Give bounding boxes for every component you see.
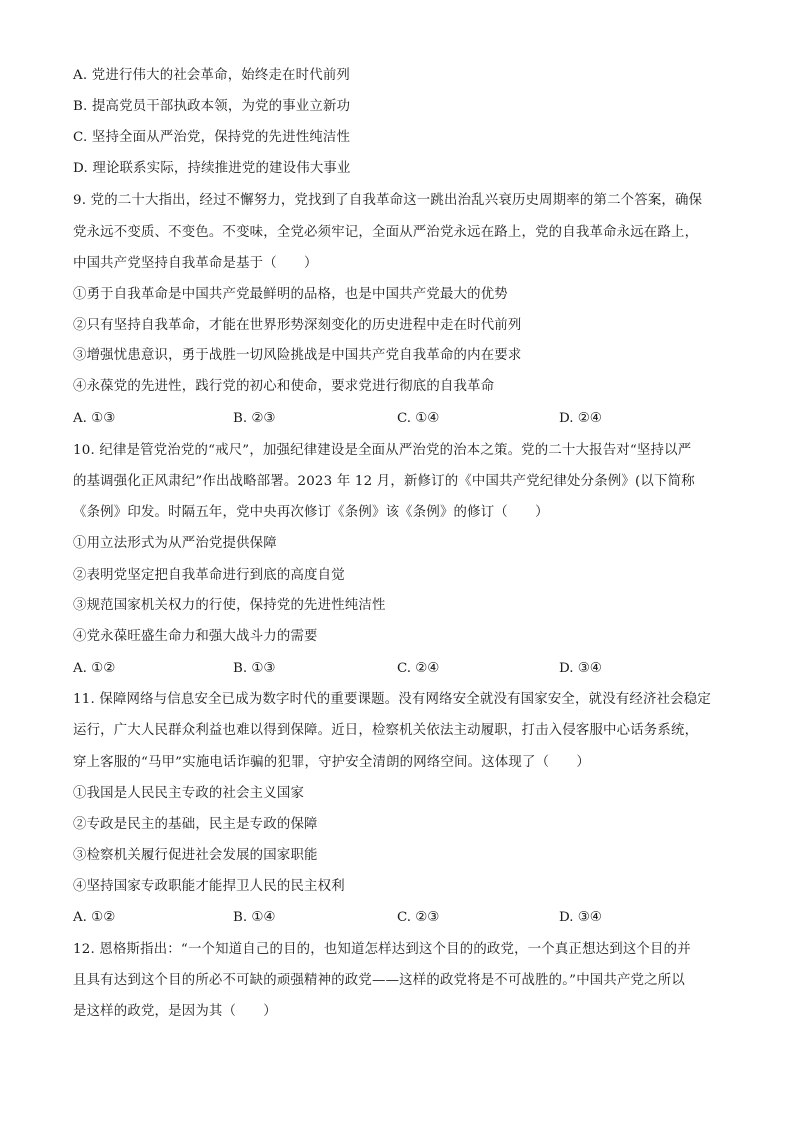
q10-item-4: ④党永葆旺盛生命力和强大战斗力的需要 (73, 629, 318, 644)
prev-option-a: A. 党进行伟大的社会革命，始终走在时代前列 (73, 68, 351, 83)
q9-item-2: ②只有坚持自我革命，才能在世界形势深刻变化的历史进程中走在时代前列 (73, 318, 522, 333)
q11-choice-d: D. ③④ (559, 910, 602, 925)
q10-choices (73, 659, 733, 679)
q10-stem-line-3: 《条例》印发。时隔五年，党中央再次修订《条例》该《条例》的修订（ ） (73, 505, 549, 520)
q11-item-4: ④坚持国家专政职能才能捍卫人民的民主权利 (73, 879, 345, 894)
q10-choice-d: D. ③④ (559, 661, 602, 676)
q10-choice-c: C. ②④ (397, 661, 440, 676)
q10-item-2: ②表明党坚定把自我革命进行到底的高度自觉 (73, 568, 345, 583)
q11-stem-line-3: 穿上客服的“马甲”实施电话诈骗的犯罪，守护安全清朗的网络空间。这体现了（ ） (73, 755, 590, 770)
q11-item-2: ②专政是民主的基础，民主是专政的保障 (73, 817, 318, 832)
q10-item-1: ①用立法形式为从严治党提供保障 (73, 536, 277, 551)
q10-item-3: ③规范国家机关权力的行使，保持党的先进性纯洁性 (73, 598, 386, 613)
q11-choice-b: B. ①④ (233, 910, 276, 925)
q9-item-1: ①勇于自我革命是中国共产党最鲜明的品格，也是中国共产党最大的优势 (73, 287, 508, 302)
q12-stem-line-1: 12. 恩格斯指出：“一个知道自己的目的，也知道怎样达到这个目的的政党，一个真正想达到这个目的并 (73, 942, 691, 957)
q11-stem-line-1: 11. 保障网络与信息安全已成为数字时代的重要课题。没有网络安全就没有国家安全，就没有经济社会稳定 (73, 692, 711, 707)
q11-choice-c: C. ②③ (397, 910, 440, 925)
q10-stem-line-1: 10. 纪律是管党治党的“戒尺”，加强纪律建设是全面从严治党的治本之策。党的二十大报告对“坚持以严 (73, 443, 692, 458)
q9-item-3: ③增强忧患意识，勇于战胜一切风险挑战是中国共产党自我革命的内在要求 (73, 348, 522, 363)
q11-choices (73, 908, 733, 928)
q9-stem-line-2: 党永远不变质、不变色。不变味，全党必须牢记，全面从严治党永远在路上，党的自我革命永远在路上， (73, 225, 699, 240)
q9-choices (73, 409, 733, 429)
q11-choice-a: A. ①② (73, 910, 116, 925)
q10-choice-a: A. ①② (73, 661, 116, 676)
q9-choice-b: B. ②③ (233, 411, 276, 426)
q9-choice-c: C. ①④ (397, 411, 440, 426)
q11-stem-line-2: 运行，广大人民群众利益也难以得到保障。近日，检察机关依法主动履职，打击入侵客服中心话务系统， (73, 723, 699, 738)
q9-stem-line-3: 中国共产党坚持自我革命是基于（ ） (73, 256, 318, 271)
q11-item-3: ③检察机关履行促进社会发展的国家职能 (73, 848, 318, 863)
q11-item-1: ①我国是人民民主专政的社会主义国家 (73, 786, 305, 801)
q9-item-4: ④永葆党的先进性，践行党的初心和使命，要求党进行彻底的自我革命 (73, 379, 495, 394)
prev-option-b: B. 提高党员干部执政本领，为党的事业立新功 (73, 99, 351, 114)
q12-stem-line-3: 是这样的政党，是因为其（ ） (73, 1004, 277, 1019)
prev-option-d: D. 理论联系实际，持续推进党的建设伟大事业 (73, 161, 351, 176)
q12-stem-line-2: 且具有达到这个目的所必不可缺的顽强精神的政党——这样的政党将是不可战胜的。”中国共产党之所以 (73, 973, 685, 988)
q9-choice-d: D. ②④ (559, 411, 602, 426)
q9-stem-line-1: 9. 党的二十大指出，经过不懈努力，党找到了自我革命这一跳出治乱兴衰历史周期率的第二个答案，确保 (73, 193, 703, 208)
q9-choice-a: A. ①③ (73, 411, 116, 426)
q10-choice-b: B. ①③ (233, 661, 276, 676)
prev-option-c: C. 坚持全面从严治党，保持党的先进性纯洁性 (73, 130, 351, 145)
q10-stem-line-2: 的基调强化正风肃纪”作出战略部署。2023 年 12 月，新修订的《中国共产党纪律处分条例》(以下简称 (73, 474, 695, 489)
